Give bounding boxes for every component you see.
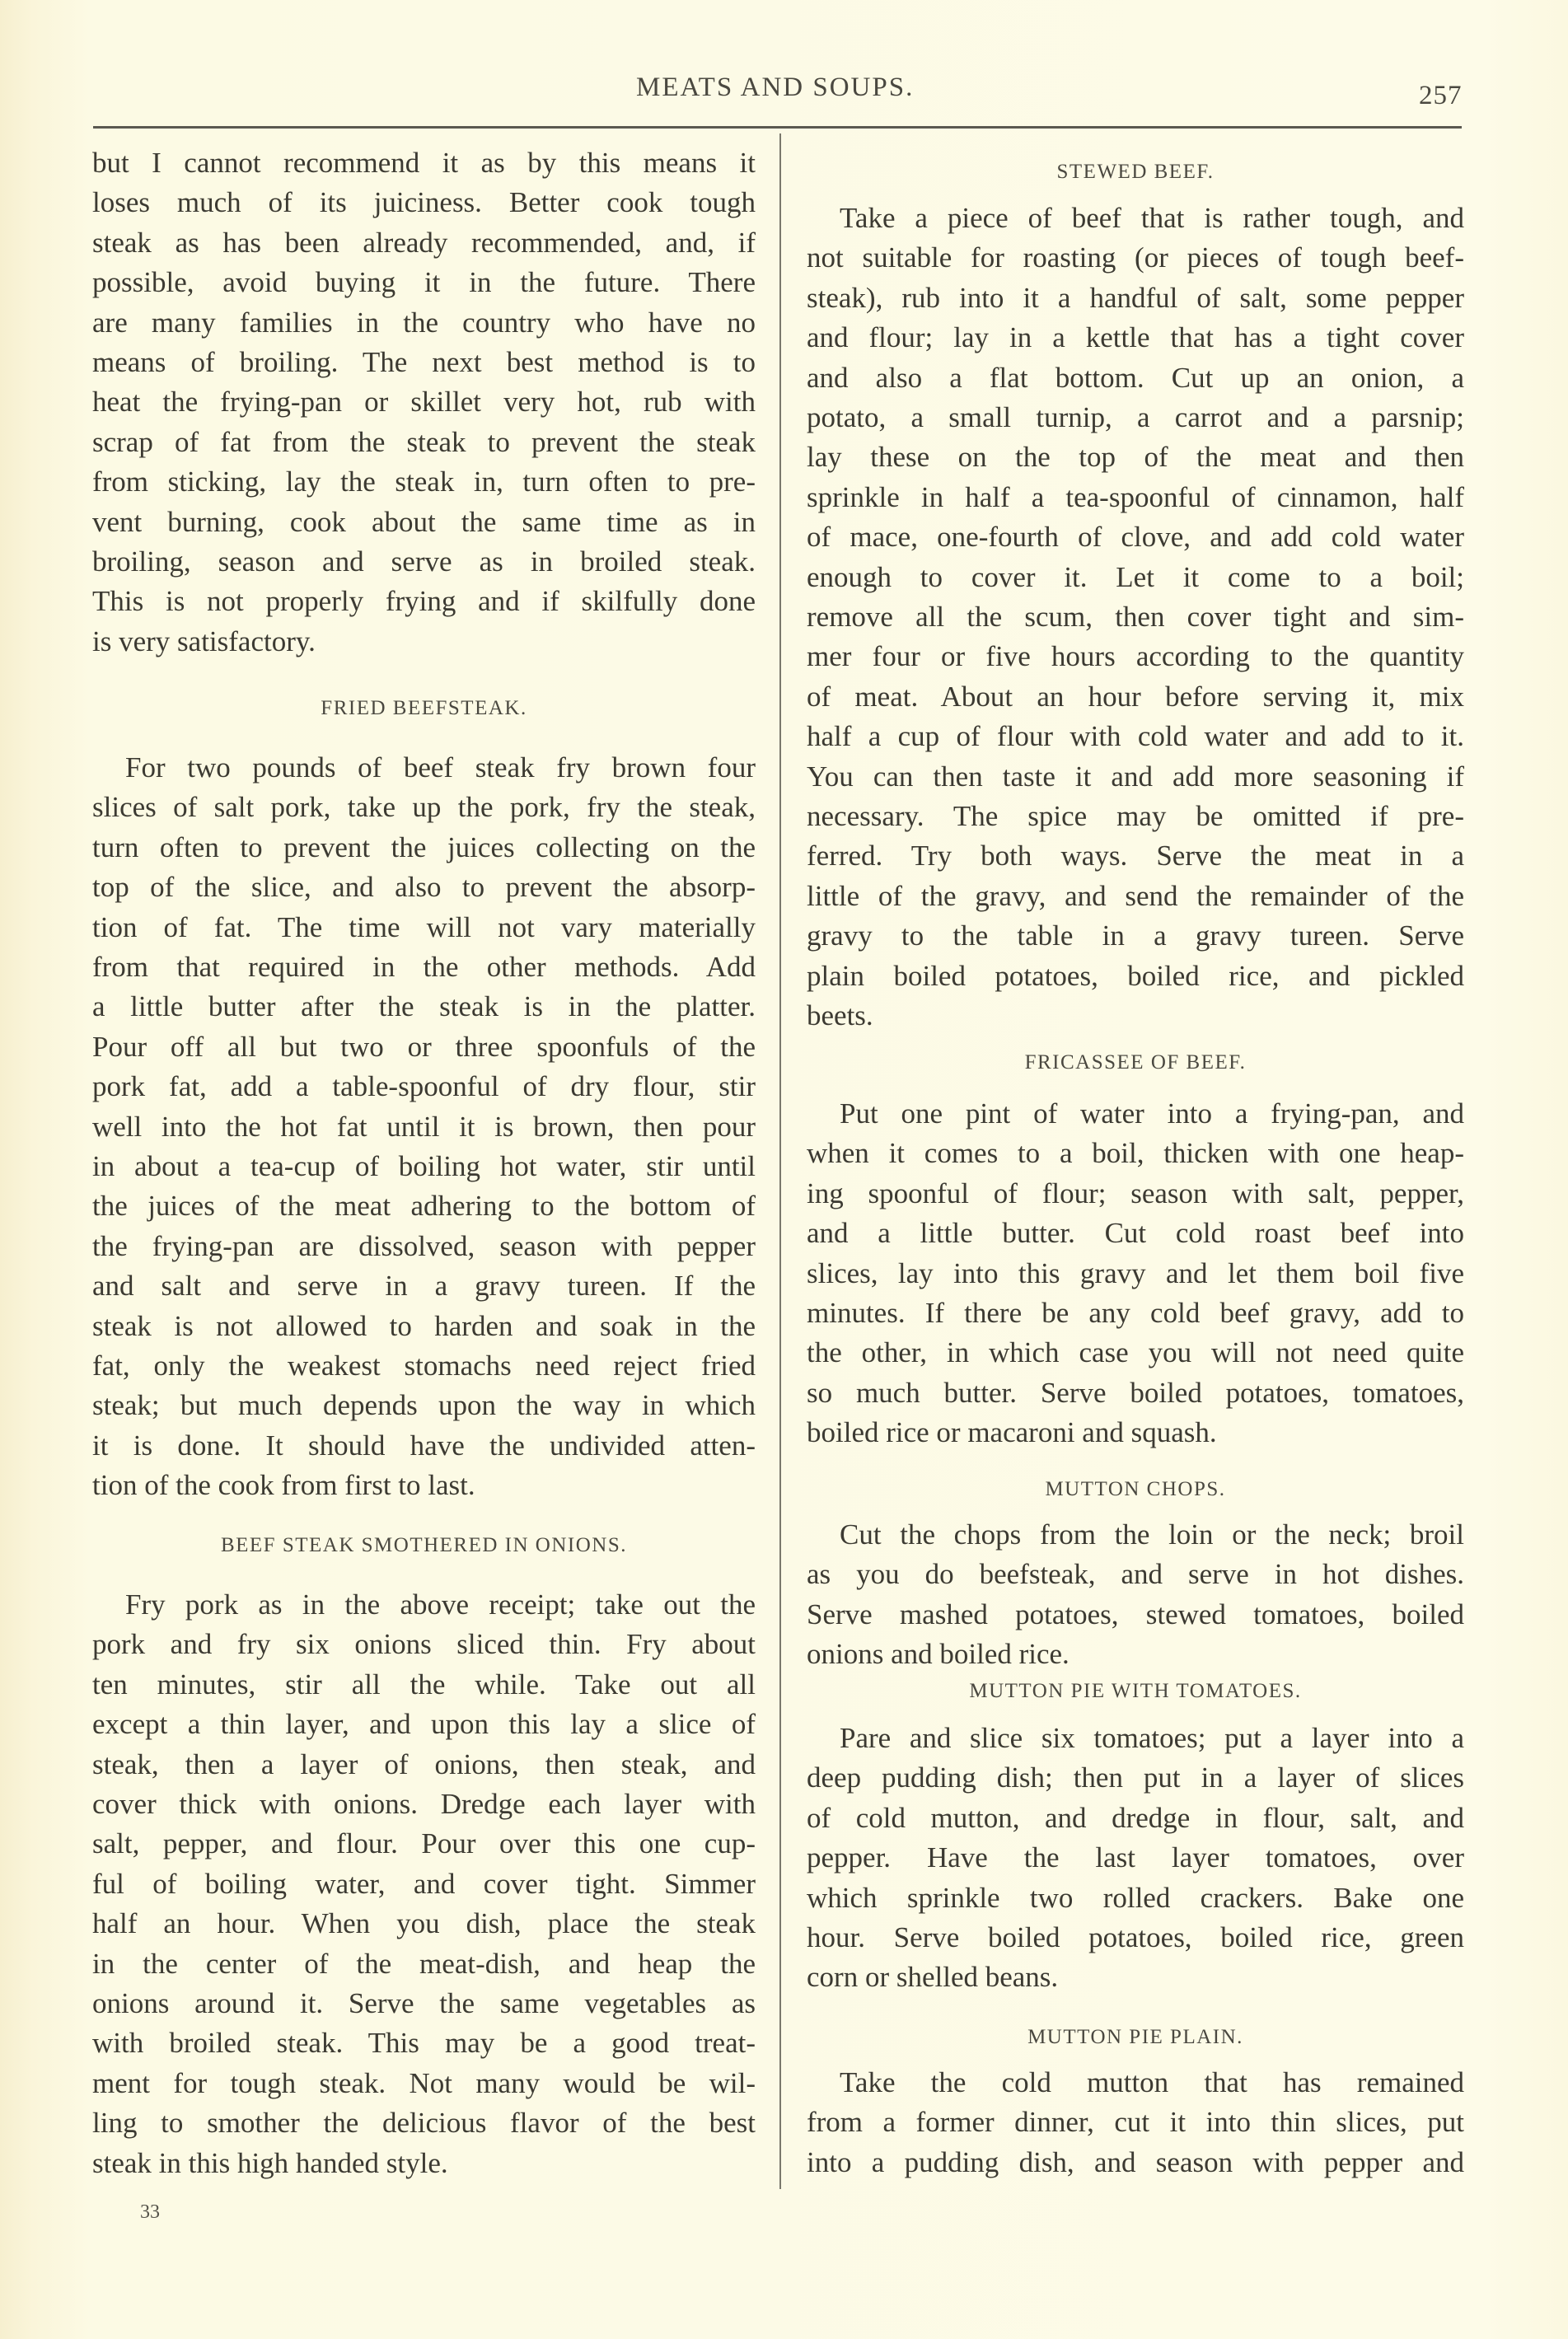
text-line: cover thick with onions. Dredge each layer with xyxy=(92,1788,756,1820)
text-line: fat, only the weakest stomachs need reject fried xyxy=(92,1350,756,1382)
text-line: with broiled steak. This may be a good treat- xyxy=(92,2027,756,2060)
text-line: onions around it. Serve the same vegetables as xyxy=(92,1987,756,2019)
section-heading: STEWED BEEF. xyxy=(1056,161,1215,183)
text-line: scrap of fat from the steak to prevent the steak xyxy=(92,425,756,458)
text-line: tion of the cook from first to last. xyxy=(92,1469,475,1502)
text-line: lay these on the top of the meat and then xyxy=(807,441,1464,474)
text-line: steak, then a layer of onions, then steak, and xyxy=(92,1747,756,1780)
text-line: boiled rice or macaroni and squash. xyxy=(807,1416,1217,1449)
section-heading: FRIED BEEFSTEAK. xyxy=(321,697,527,719)
text-line: well into the hot fat until it is brown, then pour xyxy=(92,1110,756,1143)
text-line: into a pudding dish, and season with pepper and xyxy=(807,2145,1464,2178)
text-line: of meat. About an hour before serving it, mix xyxy=(807,680,1464,713)
text-line: necessary. The spice may be omitted if pre- xyxy=(807,800,1464,832)
text-line: in the center of the meat-dish, and heap the xyxy=(92,1947,756,1980)
section-heading: MUTTON PIE PLAIN. xyxy=(1027,2026,1243,2048)
section-heading: MUTTON PIE WITH TOMATOES. xyxy=(969,1680,1302,1702)
text-line: the frying-pan are dissolved, season with pepper xyxy=(92,1229,756,1262)
page-number: 257 xyxy=(1419,81,1463,110)
column-divider xyxy=(779,133,781,2189)
text-line: and salt and serve in a gravy tureen. If the xyxy=(92,1270,756,1303)
text-line: of mace, one-fourth of clove, and add cold water xyxy=(807,521,1464,554)
text-line: of cold mutton, and dredge in flour, salt, and xyxy=(807,1801,1464,1834)
text-line: You can then taste it and add more seasoning if xyxy=(807,760,1464,793)
text-line: Pour off all but two or three spoonfuls of the xyxy=(92,1030,756,1063)
text-line: ten minutes, stir all the while. Take out all xyxy=(92,1668,756,1700)
text-line: top of the slice, and also to prevent the absorp- xyxy=(92,871,756,904)
text-line: Pare and slice six tomatoes; put a layer into a xyxy=(840,1722,1464,1754)
text-line: the juices of the meat adhering to the bottom of xyxy=(92,1190,756,1223)
text-line: from sticking, lay the steak in, turn often to pre- xyxy=(92,465,756,498)
text-line: beets. xyxy=(807,999,873,1031)
text-line: not suitable for roasting (or pieces of tough beef- xyxy=(807,241,1464,274)
text-line: when it comes to a boil, thicken with one heap- xyxy=(807,1137,1464,1170)
text-line: little of the gravy, and send the remainder of the xyxy=(807,879,1464,912)
text-line: loses much of its juiciness. Better cook tough xyxy=(92,186,756,219)
running-title: MEATS AND SOUPS. xyxy=(636,73,915,102)
signature-mark: 33 xyxy=(140,2201,160,2223)
text-line: plain boiled potatoes, boiled rice, and pickled xyxy=(807,959,1464,992)
text-line: onions and boiled rice. xyxy=(807,1638,1070,1671)
text-line: tion of fat. The time will not vary materially xyxy=(92,910,756,943)
text-line: potato, a small turnip, a carrot and a parsnip; xyxy=(807,401,1464,433)
text-line: except a thin layer, and upon this lay a slice of xyxy=(92,1708,756,1741)
text-line: is very satisfactory. xyxy=(92,625,316,657)
text-line: steak in this high handed style. xyxy=(92,2146,448,2179)
text-line: steak), rub into it a handful of salt, some pepper xyxy=(807,281,1464,314)
text-line: Put one pint of water into a frying-pan, and xyxy=(840,1097,1464,1130)
text-line: gravy to the table in a gravy tureen. Serve xyxy=(807,919,1464,952)
text-line: but I cannot recommend it as by this means it xyxy=(92,147,756,179)
text-line: half a cup of flour with cold water and add to it. xyxy=(807,720,1464,753)
text-line: steak is not allowed to harden and soak in the xyxy=(92,1309,756,1342)
text-line: mer four or five hours according to the quantity xyxy=(807,640,1464,673)
section-heading: BEEF STEAK SMOTHERED IN ONIONS. xyxy=(220,1534,628,1556)
text-line: so much butter. Serve boiled potatoes, tomatoes, xyxy=(807,1376,1464,1409)
text-line: hour. Serve boiled potatoes, boiled rice, green xyxy=(807,1921,1464,1953)
text-line: half an hour. When you dish, place the steak xyxy=(92,1907,756,1940)
text-line: deep pudding dish; then put in a layer of slices xyxy=(807,1761,1464,1794)
text-line: in about a tea-cup of boiling hot water, stir until xyxy=(92,1150,756,1182)
text-line: and a little butter. Cut cold roast beef into xyxy=(807,1217,1464,1250)
text-line: corn or shelled beans. xyxy=(807,1961,1059,1994)
text-line: pepper. Have the last layer tomatoes, over xyxy=(807,1841,1464,1874)
text-line: ment for tough steak. Not many would be wil- xyxy=(92,2066,756,2099)
text-line: This is not properly frying and if skilfully done xyxy=(92,585,756,618)
text-line: as you do beefsteak, and serve in hot dishes. xyxy=(807,1558,1464,1591)
text-line: are many families in the country who have no xyxy=(92,306,756,339)
text-line: steak as has been already recommended, and, if xyxy=(92,226,756,259)
running-head xyxy=(0,66,1568,110)
text-line: broiling, season and serve as in broiled steak. xyxy=(92,545,756,578)
text-line: vent burning, cook about the same time as in xyxy=(92,505,756,538)
text-line: remove all the scum, then cover tight and sim- xyxy=(807,601,1464,633)
text-line: which sprinkle two rolled crackers. Bake one xyxy=(807,1881,1464,1914)
text-line: from a former dinner, cut it into thin slices, put xyxy=(807,2106,1464,2139)
text-line: ferred. Try both ways. Serve the meat in a xyxy=(807,840,1464,872)
text-line: turn often to prevent the juices collecting on the xyxy=(92,830,756,863)
text-line: slices of salt pork, take up the pork, fry the steak, xyxy=(92,791,756,824)
text-line: slices, lay into this gravy and let them boil five xyxy=(807,1256,1464,1289)
text-line: Take the cold mutton that has remained xyxy=(840,2066,1464,2098)
header-rule xyxy=(93,126,1462,129)
text-line: Cut the chops from the loin or the neck; broil xyxy=(840,1518,1464,1551)
text-line: Serve mashed potatoes, stewed tomatoes, boiled xyxy=(807,1598,1464,1630)
text-line: ing spoonful of flour; season with salt, pepper, xyxy=(807,1177,1464,1209)
text-line: salt, pepper, and flour. Pour over this one cup- xyxy=(92,1827,756,1860)
section-heading: FRICASSEE OF BEEF. xyxy=(1024,1051,1247,1074)
text-line: a little butter after the steak is in the platter. xyxy=(92,990,756,1023)
text-line: pork and fry six onions sliced thin. Fry about xyxy=(92,1628,756,1661)
text-line: it is done. It should have the undivided atten- xyxy=(92,1429,756,1462)
text-line: enough to cover it. Let it come to a boil; xyxy=(807,560,1464,593)
text-line: Take a piece of beef that is rather tough, and xyxy=(840,202,1464,234)
text-line: from that required in the other methods. Add xyxy=(92,951,756,983)
text-line: For two pounds of beef steak fry brown four xyxy=(125,751,756,784)
text-line: and flour; lay in a kettle that has a tight cover xyxy=(807,321,1464,354)
text-line: Fry pork as in the above receipt; take out the xyxy=(125,1588,756,1621)
text-line: sprinkle in half a tea-spoonful of cinnamon, half xyxy=(807,480,1464,513)
text-line: heat the frying-pan or skillet very hot, rub with xyxy=(92,386,756,419)
text-line: and also a flat bottom. Cut up an onion, a xyxy=(807,361,1464,394)
text-line: means of broiling. The next best method is to xyxy=(92,346,756,378)
text-line: steak; but much depends upon the way in which xyxy=(92,1389,756,1422)
text-line: possible, avoid buying it in the future. There xyxy=(92,266,756,299)
text-line: pork fat, add a table-spoonful of dry flour, stir xyxy=(92,1070,756,1103)
text-line: minutes. If there be any cold beef gravy, add to xyxy=(807,1297,1464,1329)
text-line: ful of boiling water, and cover tight. Simmer xyxy=(92,1867,756,1900)
text-line: ling to smother the delicious flavor of the best xyxy=(92,2107,756,2140)
text-line: the other, in which case you will not need quite xyxy=(807,1336,1464,1369)
section-heading: MUTTON CHOPS. xyxy=(1045,1478,1226,1500)
